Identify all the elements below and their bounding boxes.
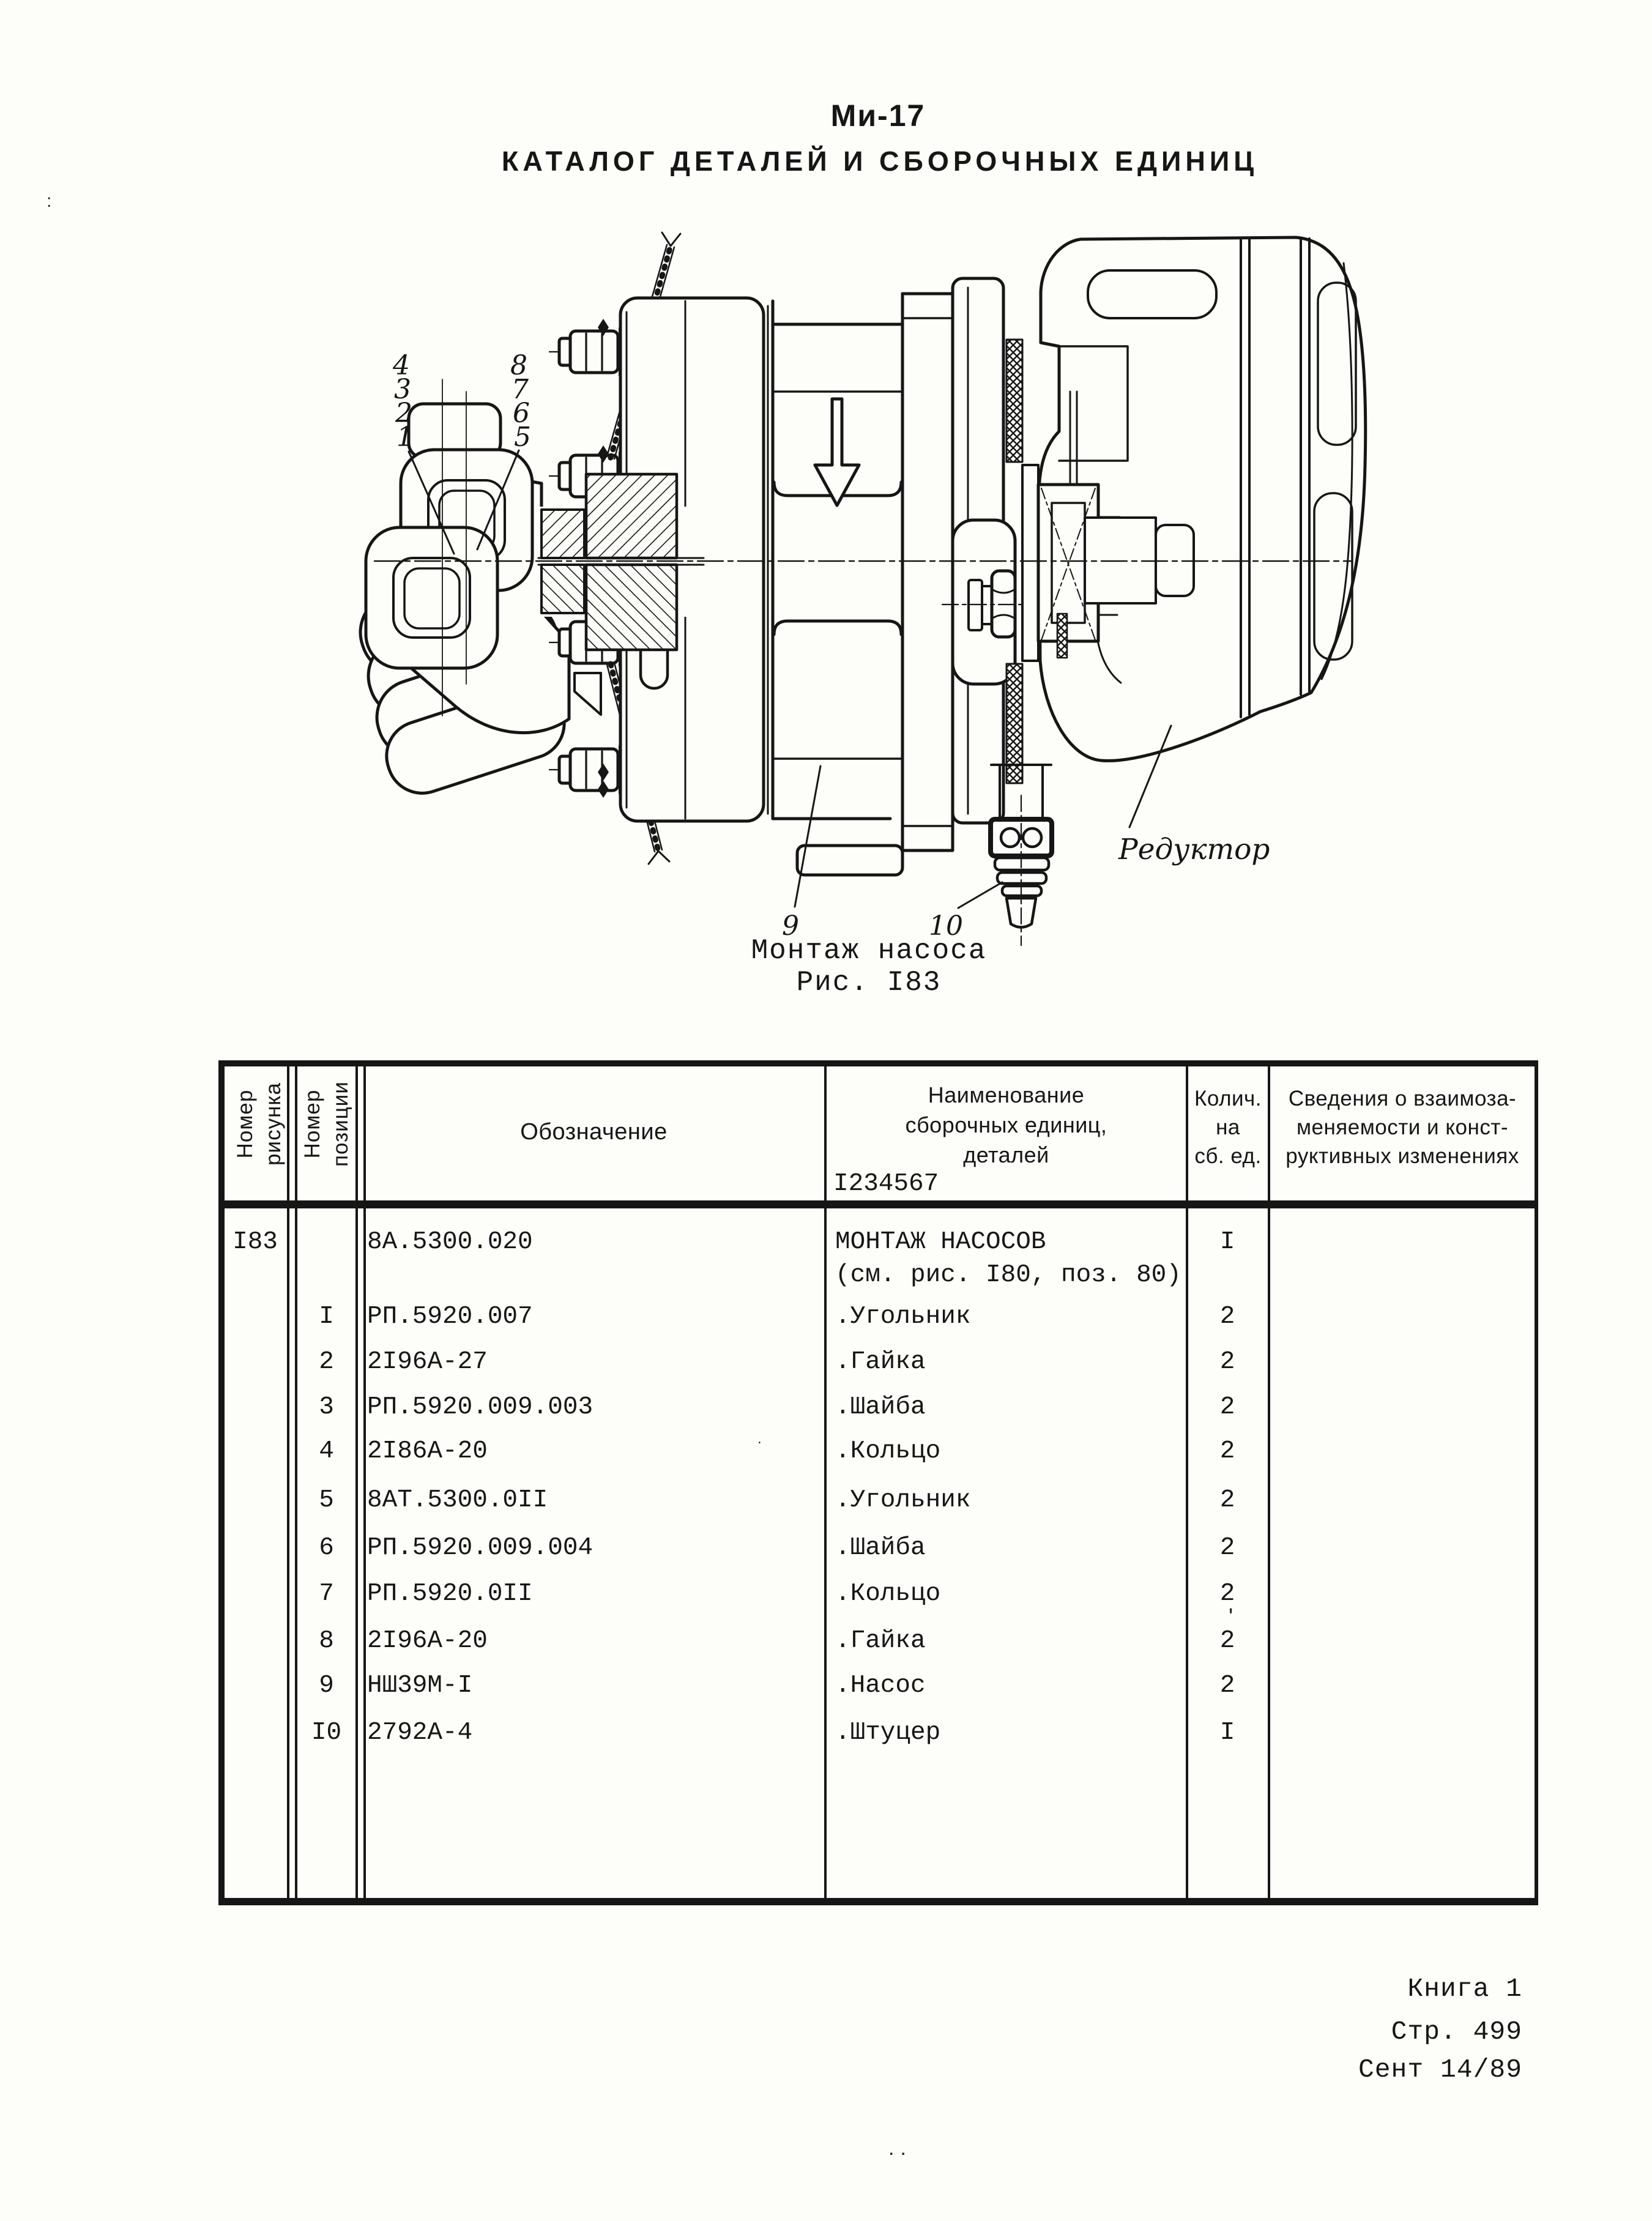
callout-8: 8 [510, 350, 527, 381]
col-header-position-number: Номер позиции [300, 1081, 352, 1167]
table-cell-pos: 4 [319, 1437, 334, 1465]
table-cell-name: .Гайка [835, 1348, 926, 1376]
table-cell-qty: I [1219, 1228, 1235, 1256]
callout-2: 2 [395, 398, 412, 429]
table-cell-code: РП.5920.007 [367, 1303, 533, 1331]
callout-1: 1 [396, 422, 414, 453]
footer-page: Стр. 499 [1391, 2017, 1522, 2047]
gearbox-label: Редуктор [1118, 833, 1270, 866]
table-cell-name: .Шайба [835, 1393, 926, 1421]
table-cell-name: .Штуцер [835, 1719, 941, 1747]
table-cell-code: 2792А-4 [367, 1719, 473, 1747]
table-cell-pos: I [319, 1303, 334, 1331]
table-cell-code: РП.5920.0II [367, 1580, 533, 1608]
col-divider [824, 1066, 827, 1898]
footer-date: Сент 14/89 [1358, 2055, 1522, 2085]
pump-right-block [902, 294, 953, 850]
col-header-note: I234567 [833, 1170, 939, 1198]
table-cell-pos: I0 [311, 1719, 342, 1747]
table-cell-qty: 2 [1219, 1393, 1235, 1421]
callout-5: 5 [514, 422, 531, 453]
table-cell-code: 2I86А-20 [367, 1437, 488, 1465]
callout-7: 7 [512, 374, 529, 405]
table-cell-name2: (см. рис. I80, поз. 80) [835, 1261, 1181, 1289]
table-cell-qty: 2 [1219, 1486, 1235, 1514]
col-divider [1268, 1066, 1270, 1898]
table-cell-code: НШ39М-I [367, 1672, 473, 1700]
col-header-designation: Обозначение [520, 1119, 668, 1145]
figure-caption: Монтаж насоса [751, 935, 987, 967]
table-border-top [218, 1060, 1538, 1066]
table-cell-qty: 2 [1219, 1580, 1235, 1608]
table-cell-name: .Шайба [835, 1534, 926, 1562]
table-border-bottom [218, 1898, 1538, 1905]
pump-bottom-plate [797, 846, 902, 875]
bolt-bracket [575, 673, 601, 715]
col-divider [295, 1066, 297, 1898]
pump-middle-section [773, 294, 902, 850]
drain-fitting [991, 765, 1052, 945]
col-divider [1186, 1066, 1188, 1898]
callout-10: 10 [929, 910, 963, 942]
page-title: КАТАЛОГ ДЕТАЛЕЙ И СБОРОЧНЫХ ЕДИНИЦ [501, 146, 1259, 177]
col-header-name: Наименование сборочных единиц, деталей [905, 1082, 1107, 1167]
header-divider [218, 1200, 1538, 1208]
col-divider [355, 1066, 358, 1898]
table-cell-name: .Кольцо [835, 1580, 941, 1608]
callout-6: 6 [513, 398, 530, 429]
callout-3: 3 [394, 374, 411, 405]
table-cell-pos: 9 [319, 1672, 334, 1700]
col-header-figure-number: Номер рисунка [233, 1082, 285, 1166]
table-cell-pos: 2 [319, 1348, 334, 1376]
table-cell-pos: 7 [319, 1580, 334, 1608]
table-cell-qty: I [1219, 1719, 1235, 1747]
table-cell-qty: 2 [1219, 1303, 1235, 1331]
col-divider [363, 1066, 366, 1898]
col-header-qty: Колич. на сб. ед. [1194, 1087, 1262, 1168]
table-cell-code: 8А.5300.020 [367, 1228, 533, 1256]
callout-9: 9 [782, 910, 799, 942]
table-cell-name: МОНТАЖ НАСОСОВ [835, 1228, 1046, 1256]
page-title-model: Ми-17 [830, 99, 926, 133]
gasket-top [1006, 340, 1022, 462]
table-border-right [1535, 1060, 1538, 1905]
table-cell-qty: 2 [1219, 1627, 1235, 1655]
table-cell-code: РП.5920.009.004 [367, 1534, 593, 1562]
ink-speck: ' [1229, 1604, 1233, 1630]
pump-assembly-drawing [0, 0, 1652, 1028]
table-cell-pos: 5 [319, 1486, 334, 1514]
table-cell-qty: 2 [1219, 1672, 1235, 1700]
table-cell-qty: 2 [1219, 1534, 1235, 1562]
table-cell-name: .Угольник [835, 1303, 971, 1331]
callout-4: 4 [393, 350, 410, 381]
table-cell-qty: 2 [1219, 1437, 1235, 1465]
table-cell-code: 8АТ.5300.0II [367, 1486, 548, 1514]
ink-speck: : [47, 191, 52, 211]
flow-arrow-icon [815, 399, 859, 505]
table-cell-name: .Насос [835, 1672, 926, 1700]
table-cell-name: .Угольник [835, 1486, 971, 1514]
table-cell-code: РП.5920.009.003 [367, 1393, 593, 1421]
table-cell-code: 2I96А-27 [367, 1348, 488, 1376]
table-cell-qty: 2 [1219, 1348, 1235, 1376]
table-cell-code: 2I96А-20 [367, 1627, 488, 1655]
ink-speck: .. [888, 2137, 912, 2160]
table-cell-pos: 3 [319, 1393, 334, 1421]
figure-number: Рис. I83 [796, 967, 942, 999]
table-cell-pos: 8 [319, 1627, 334, 1655]
col-header-notes: Сведения о взаимоза- меняемости и конст- руктивных изменениях [1286, 1087, 1519, 1168]
table-cell-name: .Гайка [835, 1627, 926, 1655]
ink-speck: . [757, 1430, 762, 1447]
table-cell-pos: 6 [319, 1534, 334, 1562]
table-border-left [218, 1060, 225, 1905]
table-cell-name: .Кольцо [835, 1437, 941, 1465]
footer-book: Книга 1 [1407, 1974, 1522, 2004]
table-cell-fig: I83 [233, 1228, 278, 1256]
